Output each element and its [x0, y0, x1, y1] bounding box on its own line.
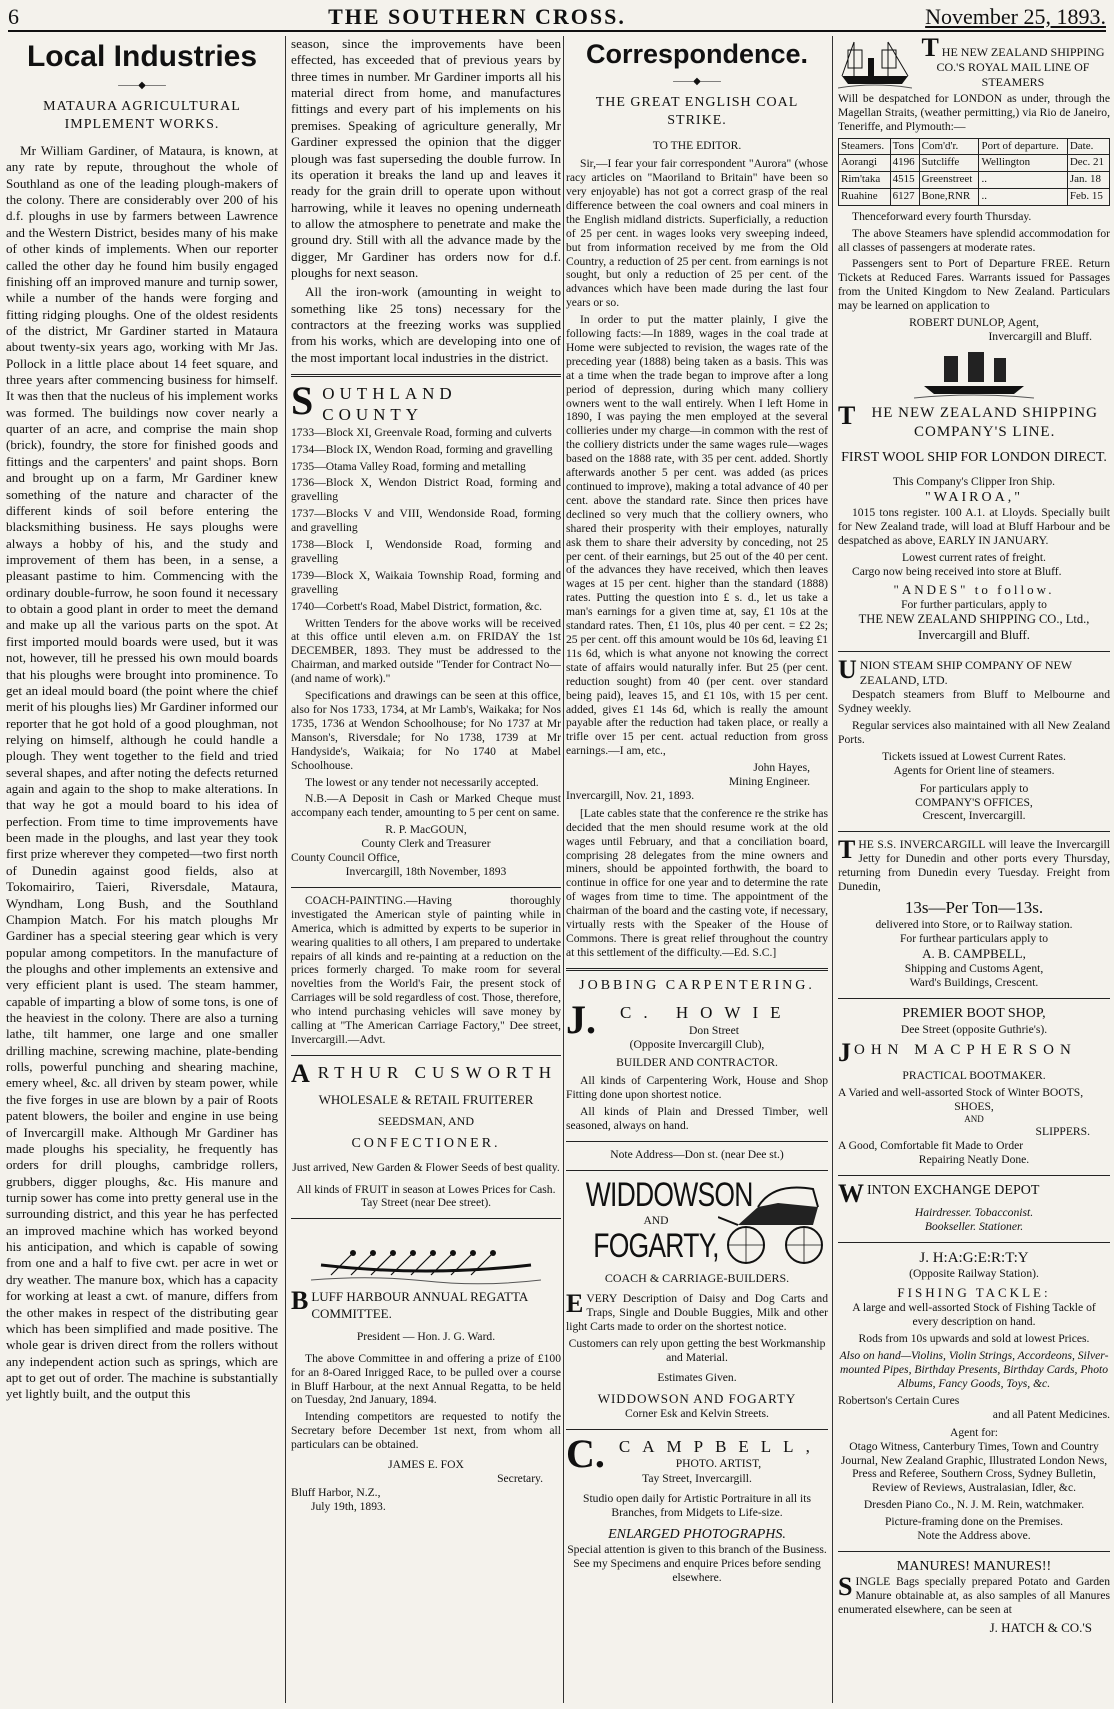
table-cell: Sutcliffe	[919, 155, 979, 172]
table-row	[839, 155, 1110, 172]
advert-line: PHOTO. ARTIST,	[675, 1457, 762, 1471]
advert-line: Tay Street, Invercargill.	[642, 1471, 752, 1485]
tender-item: 1736—Block X, Wendon District Road, forming and gravelling	[291, 476, 561, 504]
tender-item: 1735—Otama Valley Road, forming and metalling	[291, 459, 526, 473]
notice-text: N.B.—A Deposit in Cash or Marked Cheque must accompany each tender, amounting to 5 per cent on same.	[291, 792, 561, 820]
table-cell: Dec. 21	[1067, 155, 1109, 172]
table-header: Port of departure.	[979, 138, 1067, 155]
divider	[566, 968, 828, 971]
advert-text: HE S.S. INVERCARGILL will leave the Invercargill Jetty for Dunedin and other ports every Thursday, returning from Dunedin every Tuesday. Freight from Dunedin,	[838, 838, 1110, 894]
article-body: All the iron-work (amounting in weight to something like 25 tons) necessary for the contractors at the freezing works was supplied from his works, which are developing into one of the most important local industries in the district.	[291, 284, 561, 365]
table-cell: Jan. 18	[1067, 172, 1109, 189]
advert-text: The above Steamers have splendid accommodation for all classes of passengers at moderate rates.	[838, 226, 1110, 254]
advert-line: WHOLESALE & RETAIL FRUITERER	[318, 1091, 534, 1107]
advert-text: A large and well-assorted Stock of Fishing Tackle of every description on hand.	[852, 1301, 1096, 1329]
advert-line: SLIPPERS.	[1035, 1125, 1090, 1139]
howie-advert	[566, 977, 828, 1162]
tender-item: 1737—Blocks V and VIII, Wendonside Road, forming and gravelling	[291, 507, 561, 535]
divider	[838, 1242, 1110, 1243]
advert-line: Picture-framing done on the Premises.	[884, 1515, 1064, 1529]
advert-title: HE NEW ZEALAND SHIPPING COMPANY'S LINE.	[871, 404, 1098, 440]
tender-item: 1734—Block IX, Wendon Road, forming and gravelling	[291, 442, 553, 456]
campbell-photo-advert	[566, 1430, 828, 1585]
advert-line: Tay Street (near Dee street).	[360, 1196, 492, 1210]
column-rule	[563, 36, 564, 1703]
divider	[291, 374, 561, 377]
notice-text: The lowest or any tender not necessarily accepted.	[305, 775, 539, 789]
masthead	[8, 4, 1106, 32]
premier-boot-shop-advert	[838, 1005, 1110, 1167]
advert-line: Shipping and Customs Agent,	[904, 962, 1044, 976]
drop-cap: W	[838, 1178, 864, 1208]
divider	[838, 651, 1110, 652]
signature: Mining Engineer.	[728, 775, 810, 789]
signature: Invercargill, 18th November, 1893	[345, 864, 507, 878]
signature: Invercargill and Bluff.	[988, 329, 1092, 343]
advert-line: Robertson's Certain Cures	[838, 1393, 960, 1407]
ornament-divider: ——◆——	[673, 75, 721, 87]
section-title: Correspondence.	[585, 39, 809, 69]
ship-name: "ANDES" to follow.	[893, 581, 1055, 597]
notice-text: The above Committee in and offering a prize of £100 for an 8-Oared Inrigged Race, to be pulled over a course in Bluff Harbour, at the next Annual Regatta, to be held on Tuesday, 2nd January, 1894.	[291, 1351, 561, 1407]
advert-line: For furthear particulars apply to	[899, 932, 1049, 946]
advert-line: Ward's Buildings, Crescent.	[909, 976, 1039, 990]
table-row	[839, 172, 1110, 189]
table-row	[839, 188, 1110, 205]
divider	[291, 887, 561, 888]
table-header: Steamers.	[839, 138, 891, 155]
arthur-cusworth-advert	[291, 1058, 561, 1210]
president-line: President — Hon. J. G. Ward.	[356, 1329, 496, 1343]
sailing-ship-illustration	[914, 348, 1034, 400]
advert-line: Tickets issued at Lowest Current Rates.	[882, 749, 1066, 763]
advert-line: All kinds of Carpentering Work, House and Shop Fitting done upon shortest notice.	[566, 1074, 828, 1102]
signature: John Hayes,	[753, 761, 810, 775]
tender-item: 1740—Corbett's Road, Mabel District, formation, &c.	[291, 599, 542, 613]
advert-text: INGLE Bags specially prepared Potato and Garden Manure obtainable at, as also samples of all Manures enumerated elsewhere, can be seen at	[838, 1575, 1110, 1617]
advert-line: A. B. CAMPBELL,	[922, 946, 1026, 962]
advert-line: A Varied and well-assorted Stock of Winter BOOTS,	[838, 1086, 1084, 1100]
advert-line: Crescent, Invercargill.	[922, 809, 1026, 823]
advert-title: PREMIER BOOT SHOP,	[902, 1006, 1046, 1022]
southland-county-notice	[291, 378, 561, 879]
advert-text: Despatch steamers from Bluff to Melbourne and Sydney weekly.	[838, 688, 1110, 716]
divider	[838, 998, 1110, 999]
advert-line: Repairing Neatly Done.	[918, 1152, 1030, 1166]
advert-text: Rods from 10s upwards and sold at lowest Prices.	[858, 1332, 1090, 1346]
drop-cap: E	[566, 1289, 584, 1319]
notice-text: Written Tenders for the above works will be received at this office until eleven a.m. on FRIDAY the 1st DECEMBER, 1893. They must be addressed to the Chairman, and marked outside "Tender for Contract No—(and name of work)."	[291, 616, 561, 686]
table-header: Com'd'r.	[919, 138, 979, 155]
advert-title: WIDDOWSON	[585, 1175, 753, 1214]
advert-title: NION STEAM SHIP COMPANY OF NEW ZEALAND, LTD.	[859, 658, 1072, 688]
notice-text: Specifications and drawings can be seen at this office, also for Nos 1733, 1734, at Mr Lamb's, Waikaka; for Nos 1735, 1736 at Wendon Schoolhouse; for No 1737 at Mr Manson's, Riversdale; for No 1738, 1739 at Mr Handyside's, Waikaia; for No 1740 at Mabel Schoolhouse.	[291, 689, 561, 772]
signature: Invercargill, Nov. 21, 1893.	[566, 788, 695, 802]
drop-cap: J	[838, 1037, 851, 1067]
advert-title: FOGARTY,	[593, 1226, 719, 1265]
advert-line: Note Address—Don st. (near Dee st.)	[610, 1147, 784, 1161]
nz-shipping-royal-mail-advert	[838, 36, 1110, 344]
union-steam-ship-advert	[838, 655, 1110, 823]
section-title: Local Industries	[26, 40, 258, 73]
page-number: 6	[8, 4, 19, 29]
advert-line: COACH & CARRIAGE-BUILDERS.	[604, 1271, 790, 1286]
advert-title: MANURES! MANURES!!	[896, 1558, 1052, 1574]
letter-to: TO THE EDITOR.	[652, 139, 742, 153]
signature: Secretary.	[497, 1471, 543, 1485]
freight-rate: 13s—Per Ton—13s.	[904, 898, 1044, 917]
advert-line: This Company's Clipper Iron Ship.	[892, 474, 1056, 488]
signature: County Clerk and Treasurer	[361, 837, 491, 851]
letter-paragraph: In order to put the matter plainly, I give the following facts:—In 1889, wages in the coal trade at Home were subjected to revision, the wages rate of the preceding year (1888) being taken as a basis. This was at a time when the trade began to improve after a long period of depression, during which many colliery owners went to the wall entirely. When I left Home in 1890, I was paying the men employed at the several collieries under my charge—in common with the rest of the colliery districts under the same wages rule—wages based on the 1888 rate, with 35 per cent. added. Shortly afterwards another 5 per cent. was added (as prices continued to improve), making a total advance of 40 per cent. above the standard rate. Since then prices have declined so very much that the colliery owners, who shared their prosperity with their employes, naturally ask them to share their adversity by conceding, not 25 per cent. of their earnings, but 25 out of the 40 per cent. of the advances they have received, which then leaves wages at 15 per cent. higher than the standard (1888) rates. Putting the question into £ s. d., let us take a man's earnings for a given time at, say, £1 10s at the standard rates. Then, £1 10s, plus 40 per cent. = £2 2s; 25 per cent. off this amount would be 10s 6d, leaving £1 11s 6d, which is what anyone not knowing the correct state of affairs would naturally infer. But 25 (per cent. reduction sought) from 40 (per cent. over standard being paid), leaves 15, and £1 10s, with 15 per cent. added, gives £1 14s 6d, which is really the amount payable after the reduction had taken place, or really a trifle over 15 per cent. actual reduction from gross earnings.—I am, etc.,	[566, 313, 828, 758]
advert-line: For further particulars, apply to	[901, 598, 1047, 612]
advert-line: PRACTICAL BOOTMAKER.	[902, 1068, 1046, 1082]
drop-cap: C.	[566, 1430, 605, 1476]
divider	[291, 1055, 561, 1056]
issue-date: November 25, 1893.	[925, 4, 1106, 29]
advert-line: Dee Street (opposite Guthrie's).	[900, 1022, 1048, 1036]
column-two	[291, 36, 561, 1703]
table-cell: Feb. 15	[1067, 188, 1109, 205]
divider	[566, 1429, 828, 1430]
paper-title: THE SOUTHERN CROSS.	[328, 4, 626, 29]
article-body: Mr William Gardiner, of Mataura, is known, at any rate by repute, throughout the whole of Southland as one of the leading plough-makers of the colony. There are considerably over 200 of his d.f. ploughs in use by farmers between Lawrence and the Western District, besides many of his make of other kinds of implements. When our reporter called the other day he found him busily engaged finishing off an improved manure and turnip sower, while a number of the hands were forging and fitting ridging ploughs. One of the oldest residents of the district, Mr Gardiner started in Mataura about twenty-six years ago, working with Mr Jas. Pollock in a little place about 14 feet square, and three years after commencing business for himself. It was then that the nucleus of his implement works was formed. The buildings now cover nearly a quarter of an acre, and comprise the main shop (brick), foundry, the store for finished goods and fittings and the carpenters' and paint shops. Born and brought up on a farm, Mr Gardiner knew something of the nature and character of the different kinds of soil before entering the blacksmithing business. He says ploughs were always a hobby of his, and the study and improvement of them has been, in a sense, a pleasant pastime to him. Commencing with the ordinary double-furrow, he soon found it necessary to obtain a good plant in order to meet the demand and make up all the various parts on the spot. At first imported mould boards were used, but it was not, however, till he pressed his own mould boards that his ploughs were brought into prominence. To get an ideal mould board (the point where the chief merit of his ploughs lies) Mr Gardiner informed our reporter that he got hold of a good ploughman, not relying on himself, although he could handle a plough. They went together to the field and tried several shapes, and after noting the defects returned again and again to the shop to make alterations. In that way he got a mould board to his idea of perfection. From time to time improvements have been made in the ploughs, and last year they took first prize wherever they competed—two first north of Dunedin against good fields, also at Tokomairiro, Taieri, Riversdale, Mataura, Wyndham, Long Bush, and the Southland Champion Match. For his match ploughs Mr Gardiner has a special steering gear which is very popular among competitors. In the manufacture of the ploughs and other implements an extensive and very efficient plant is used. The steam hammer, capable of imparting a blow of some tons, is one of the heaviest in the colony. There are also a turning lathe, tilt hammer, one large and one smaller drilling machine, screwing machine, plate-bending rolls, powerful punching and shearing machine, emery wheel, &c. all driven by steam power, while the five forges in use are blown by a pair of Roots patent blowers, the boiler and engine in use being of Invercargill make. Although Mr Gardiner has made ploughs his speciality, he frequently has orders for drill ploughs, cambridge rollers, grubbers, digger ploughs, &c. His manure and turnip sower has come into pretty general use in the surrounding district, and this year he has perfected an improved machine which has worked beyond his anticipation, and which is capable of sowing from one and a half to five cwt. per acre in wet or dry weather. The manure box, which has a capacity for working at least a cwt. of manure, differs from the other makes in respect of the distributing gear which has been simplified and made positive. The whole gear is driven direct from the rollers without any independent action such as springs, which are apt to get out of order. The machine is substantially yet lightly built, and the output this	[6, 143, 278, 1402]
ship-name: "WAIROA,"	[925, 489, 1023, 505]
letter-body	[566, 157, 828, 960]
editor-note: [Late cables state that the conference re the strike has decided that the men should resume work at the old wages until February, and that a conciliation board, comprising 28 delegates from the mine owners and miners, should be appointed forthwith, the board to continue in office for one year and to determine the rate of wages from time to time. The appointment of the chairman of the board and the casting vote, if necessary, virtually rests with the Speaker of the House of Commons. There is great relief throughout the country at this settlement of the difficulty.—Ed. S.C.]	[566, 806, 828, 959]
advert-line: and all Patent Medicines.	[992, 1407, 1110, 1421]
advert-text: VERY Description of Daisy and Dog Carts and Traps, Single and Double Buggies, Milk and other light Carts made to order on the shortest notice.	[566, 1292, 828, 1334]
advert-line: For particulars apply to	[919, 781, 1029, 795]
table-cell: Greenstreet	[919, 172, 979, 189]
table-cell: Aorangi	[839, 155, 891, 172]
divider	[838, 1551, 1110, 1552]
drop-cap: T	[921, 36, 939, 62]
advert-line: THE NEW ZEALAND SHIPPING CO., Ltd., Invercargill and Bluff.	[858, 611, 1090, 642]
advert-line: ENLARGED PHOTOGRAPHS.	[608, 1526, 786, 1542]
advert-line: FIRST WOOL SHIP FOR LONDON DIRECT.	[841, 450, 1107, 466]
advert-text: Studio open daily for Artistic Portraiture in all its Branches, from Midgets to Life-size.	[583, 1491, 811, 1519]
advert-title: HE NEW ZEALAND SHIPPING CO.'S ROYAL MAIL LINE OF STEAMERS	[936, 45, 1105, 89]
advert-line: SHOES,	[954, 1100, 994, 1114]
advert-text: Dresden Piano Co., N. J. M. Rein, watchmaker.	[863, 1498, 1085, 1512]
drop-cap: T	[838, 835, 856, 865]
advert-text: Otago Witness, Canterbury Times, Town and Country Journal, New Zealand Graphic, Illustrated London News, Press and Referee, Southern Cross, Sydney Bulletin, Review of Reviews, Australasian, Idler, &c.	[840, 1439, 1108, 1495]
advert-line: Agent for:	[950, 1425, 998, 1439]
signature: J. HATCH & CO.'S	[989, 1620, 1092, 1636]
signature: ROBERT DUNLOP, Agent,	[909, 316, 1039, 330]
advert-text: Regular services also maintained with all New Zealand Ports.	[838, 719, 1110, 746]
column-rule	[285, 36, 286, 1703]
advert-line: Don Street	[689, 1023, 739, 1037]
table-cell: Rim'taka	[839, 172, 891, 189]
signature: County Council Office,	[291, 851, 400, 865]
advert-line: BUILDER AND CONTRACTOR.	[616, 1056, 778, 1070]
letter-subtitle: THE GREAT ENGLISH COAL STRIKE.	[595, 95, 799, 128]
rowing-boat-illustration	[311, 1225, 541, 1285]
table-header: Date.	[1067, 138, 1109, 155]
ss-invercargill-advert	[838, 835, 1110, 990]
table-cell: Bone,RNR	[919, 188, 979, 205]
advert-text: Will be despatched for LONDON as under, through the Magellan Straits, (weather permitting,) via Rio de Janeiro, Teneriffe, and Plymouth:—	[838, 92, 1110, 133]
divider	[291, 1218, 561, 1219]
advert-title: INTON EXCHANGE DEPOT	[867, 1182, 1040, 1198]
bluff-regatta-notice	[291, 1286, 561, 1513]
advert-text: Customers can rely upon getting the best Workmanship and Material.	[568, 1337, 826, 1364]
column-correspondence	[566, 36, 828, 1703]
signature: JAMES E. FOX	[388, 1458, 464, 1472]
advert-line: Corner Esk and Kelvin Streets.	[625, 1407, 769, 1421]
nz-shipping-line-advert	[838, 400, 1110, 643]
advert-line: delivered into Store, or to Railway station.	[875, 918, 1073, 932]
advert-text: Also on hand—Violins, Violin Strings, Accordeons, Silver-mounted Pipes, Birthday Presents, Birthday Cards, Photo Albums, Fancy Goods, Toys, &c.	[839, 1349, 1109, 1391]
advert-line: (Opposite Invercargill Club),	[629, 1038, 765, 1052]
advert-text: Cargo now being received into store at Bluff.	[852, 564, 1062, 578]
drop-cap: J.	[566, 997, 596, 1043]
notice-text: Intending competitors are requested to notify the Secretary before December 1st next, from whom all particulars can be obtained.	[291, 1410, 561, 1452]
table-header: Tons	[890, 138, 919, 155]
advert-title: RTHUR CUSWORTH	[317, 1062, 557, 1082]
advert-heading: JOBBING CARPENTERING.	[579, 977, 815, 993]
notice-title: LUFF HARBOUR ANNUAL REGATTA COMMITTEE.	[311, 1289, 528, 1321]
advert-line: WIDDOWSON AND FOGARTY	[597, 1390, 797, 1406]
column-shipping	[838, 36, 1110, 1703]
hagerty-advert	[838, 1249, 1110, 1543]
drop-cap: U	[838, 655, 857, 685]
widdowson-fogarty-advert	[566, 1177, 828, 1421]
drop-cap: T	[838, 400, 857, 430]
article-body: season, since the improvements have been effected, has exceeded that of previous years by three times in number. Mr Gardiner imports all his material direct from home, and manufactures fittings and every part of his implements on his premises. Speaking of agriculture generally, Mr Gardiner expressed the opinion that the digger plough was fast superseding the double furrow. In its operation it breaks the land up and leaves it ready for the grain drill to operate upon without harrowing, while it leaves no opening underneath to allow the atmosphere to penetrate and make the ground dry. Still with all the advance made by the digger, Mr Gardiner has orders now for d.f. ploughs for next season.	[291, 36, 561, 281]
table-cell: Ruahine	[839, 188, 891, 205]
advert-line: (Opposite Railway Station).	[909, 1267, 1039, 1281]
advert-line: Agents for Orient line of steamers.	[893, 763, 1055, 777]
drop-cap: B	[291, 1286, 309, 1316]
signature: July 19th, 1893.	[311, 1499, 386, 1513]
drop-cap: S	[838, 1572, 853, 1602]
tender-list	[291, 426, 561, 879]
advert-text: 1015 tons register. 100 A.1. at Lloyds. Specially built for New Zealand trade, will load at Bluff Harbour and be despatched as above, EARLY IN JANUARY.	[838, 506, 1110, 548]
advert-title: CAMPBELL,	[618, 1436, 822, 1456]
coach-painting-advert: COACH-PAINTING.—Having thoroughly investigated the American style of painting while in America, which is admitted by experts to be superior in wearing qualities to all others, I am prepared to undertake repairs of all kinds and re-painting at a reduction on the prices formerly charged. To make room for several novelties from the World's Fair, the present stock of Carriages will be sold regardless of cost. Those, therefore, who intend purchasing vehicles will save money by calling at "The American Carriage Factory," Dee street, Invercargill.—Advt.	[291, 893, 561, 1046]
advert-text: Estimates Given.	[657, 1370, 737, 1384]
signature: R. P. MacGOUN,	[385, 823, 467, 837]
drop-cap: S	[291, 378, 319, 424]
column-local-industries	[6, 36, 278, 1703]
table-cell: 4196	[890, 155, 919, 172]
advert-line: CONFECTIONER.	[351, 1136, 501, 1152]
advert-line: Hairdresser. Tobacconist.	[914, 1205, 1034, 1219]
column-rule	[832, 36, 833, 1703]
advert-line: All kinds of Plain and Dressed Timber, well seasoned, always on hand.	[566, 1104, 828, 1132]
table-cell: ..	[979, 172, 1067, 189]
article-subtitle: MATAURA AGRICULTURAL IMPLEMENT WORKS.	[43, 99, 241, 132]
advert-line: Bookseller. Stationer.	[924, 1219, 1024, 1233]
divider	[566, 1170, 828, 1171]
steamship-illustration	[838, 36, 912, 92]
tender-item: 1733—Block XI, Greenvale Road, forming and culverts	[291, 425, 552, 439]
ornament-divider: ——◆——	[118, 79, 166, 91]
winton-exchange-advert	[838, 1178, 1110, 1234]
advert-line: FISHING TACKLE:	[897, 1285, 1051, 1301]
table-cell: 6127	[890, 188, 919, 205]
divider	[838, 1175, 1110, 1176]
advert-text: Thenceforward every fourth Thursday.	[852, 209, 1032, 223]
advert-line: COMPANY'S OFFICES,	[915, 795, 1033, 809]
tender-item: 1739—Block X, Waikaia Township Road, forming and gravelling	[291, 568, 561, 596]
drop-cap: A	[291, 1058, 315, 1088]
advert-text: Special attention is given to this branch of the Business. See my Specimens and enquire Prices before sending elsewhere.	[567, 1543, 827, 1584]
advert-title: C. HOWIE	[620, 1003, 793, 1023]
advert-title: J. H:A:G:E:R:T:Y	[919, 1249, 1029, 1266]
table-cell: 4515	[890, 172, 919, 189]
tender-item: 1738—Block I, Wendonside Road, forming and gravelling	[291, 538, 561, 565]
manures-advert	[838, 1558, 1110, 1636]
divider	[566, 1141, 828, 1142]
notice-title: OUTHLAND COUNTY	[322, 384, 457, 425]
advert-line: AND	[643, 1214, 669, 1228]
table-cell: ..	[979, 188, 1067, 205]
advert-line: All kinds of FRUIT in season at Lowes Prices for Cash.	[296, 1182, 556, 1196]
advert-line: SEEDSMAN, AND	[377, 1114, 474, 1129]
signature: Bluff Harbor, N.Z.,	[291, 1485, 381, 1499]
table-cell: Wellington	[979, 155, 1067, 172]
advert-text: Passengers sent to Port of Departure FREE. Return Tickets at Reduced Fares. Warrants issued for Passages from the United Kingdom to New Zealand. Particulars may be learned on application to	[838, 257, 1110, 313]
sailing-schedule-table	[838, 138, 1110, 206]
advert-title: OHN MACPHERSON	[854, 1041, 1077, 1058]
advert-line: Just arrived, New Garden & Flower Seeds of best quality.	[292, 1160, 560, 1174]
advert-line: AND	[964, 1114, 984, 1125]
letter-paragraph: Sir,—I fear your fair correspondent "Aurora" (whose racy articles on "Maoriland to Britain" have been so very enjoyable) has not got a correct grasp of the real difference between the coal owners and coal miners in the English midland districts. Superficially, a reduction of 25 per cent. in wages looks very sweeping indeed, but from information received by me from the Old Country, a reduction of 25 per cent. from earnings is not sought, but only a reduction of 25 per cent. of the advances which have been made during the last four years or so.	[566, 157, 828, 310]
advert-line: Note the Address above.	[917, 1529, 1031, 1543]
advert-line: Lowest current rates of freight.	[902, 551, 1046, 564]
divider	[838, 831, 1110, 832]
advert-line: A Good, Comfortable fit Made to Order	[838, 1138, 1024, 1152]
